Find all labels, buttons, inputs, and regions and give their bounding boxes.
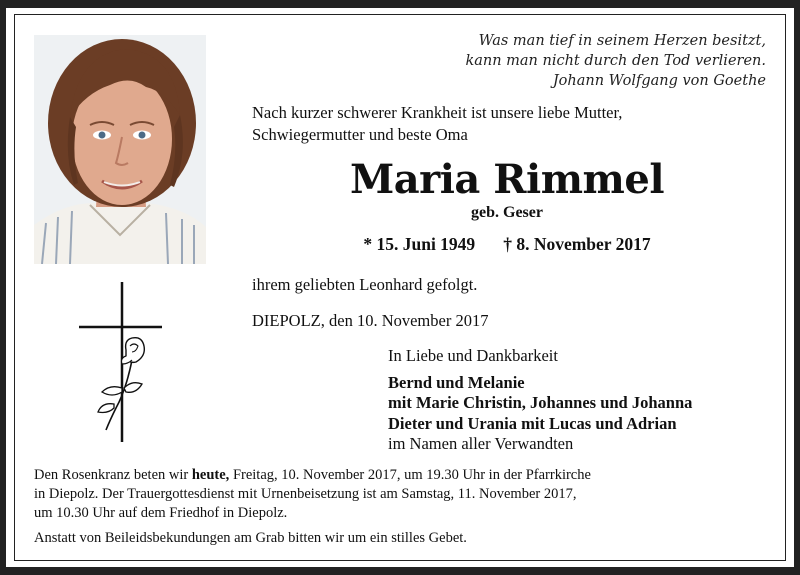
place-date: DIEPOLZ, den 10. November 2017: [252, 311, 489, 330]
birth-date: * 15. Juni 1949: [363, 234, 476, 254]
life-dates: [252, 234, 762, 255]
cross-rose-icon: [76, 280, 168, 445]
followed-text: ihrem geliebten Leonhard gefolgt.: [252, 275, 478, 294]
footer-line-1-end: Freitag, 10. November 2017, um 19.30 Uhr in der Pfarrkirche: [229, 467, 591, 483]
mourners-block: [388, 346, 692, 455]
mourner-family-1: Bernd und Melanie: [388, 372, 525, 392]
quote-line-1: Was man tief in seinem Herzen besitzt,: [478, 33, 766, 49]
footer-line-2: in Diepolz. Der Trauergottesdienst mit Urnenbeisetzung ist am Samstag, 11. November 2017,: [34, 486, 577, 502]
footer-line-1: [34, 466, 774, 485]
quote-line-2: kann man nicht durch den Tod verlieren.: [465, 53, 766, 69]
goethe-quote: [465, 31, 766, 91]
footer-line-4: Anstatt von Beileidsbekundungen am Grab bitten wir um ein stilles Gebet.: [34, 530, 467, 546]
birth-name: geb. Geser: [471, 204, 543, 221]
footer-line-1-bold: heute,: [191, 467, 230, 483]
portrait-photo: [34, 35, 206, 264]
intro-text: [252, 102, 772, 146]
death-date: † 8. November 2017: [503, 234, 651, 254]
mourners-closing: im Namen aller Verwandten: [388, 434, 574, 453]
mourners-intro: In Liebe und Dankbarkeit: [388, 346, 558, 365]
portrait-image: [34, 35, 206, 264]
deceased-name: Maria Rimmel: [349, 156, 665, 203]
service-details: [34, 466, 774, 548]
mourner-family-3: Dieter und Urania mit Lucas und Adrian: [388, 413, 677, 433]
intro-line-1: Nach kurzer schwerer Krankheit ist unsere liebe Mutter,: [252, 103, 623, 122]
quote-author: Johann Wolfgang von Goethe: [552, 73, 766, 89]
mourner-family-2: mit Marie Christin, Johannes und Johanna: [388, 393, 693, 412]
footer-line-1-start: Den Rosenkranz beten wir: [34, 467, 192, 483]
footer-line-3: um 10.30 Uhr auf dem Friedhof in Diepolz.: [34, 505, 288, 521]
intro-line-2: Schwiegermutter und beste Oma: [252, 125, 468, 144]
